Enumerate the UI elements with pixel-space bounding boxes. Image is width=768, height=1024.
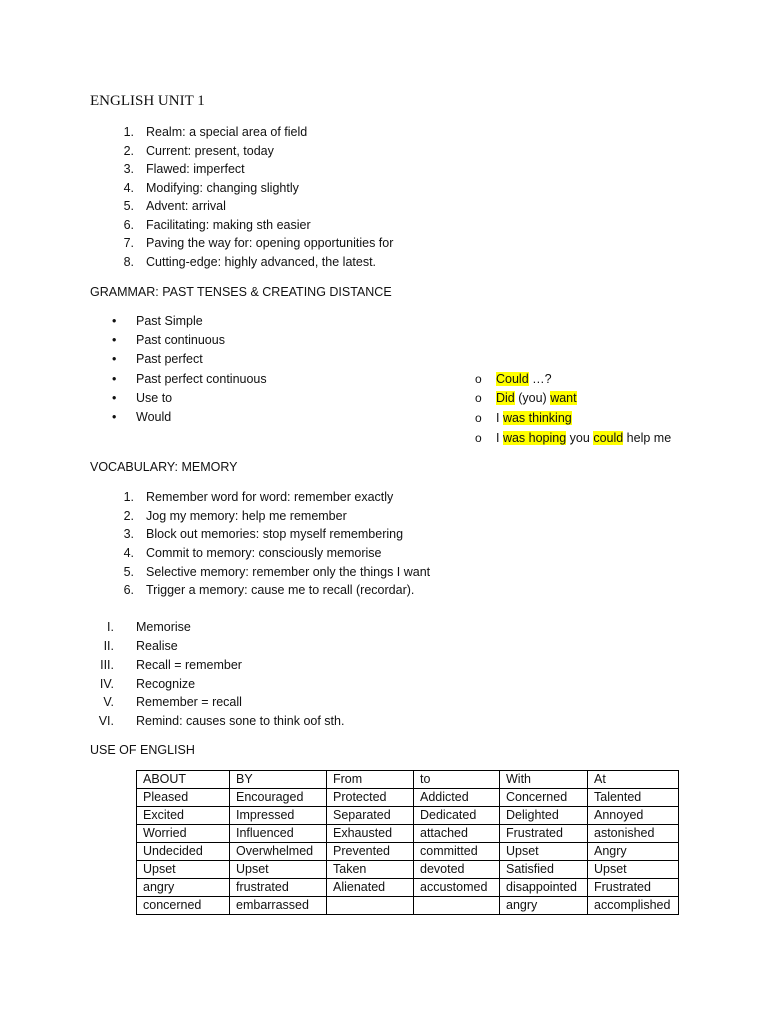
memory-heading: VOCABULARY: MEMORY (90, 460, 238, 474)
table-cell: Upset (137, 861, 230, 879)
table-cell: Talented (588, 789, 679, 807)
table-cell: devoted (414, 861, 500, 879)
table-cell: attached (414, 825, 500, 843)
table-cell (327, 897, 414, 915)
table-cell: At (588, 771, 679, 789)
table-header-row (137, 771, 679, 789)
table-cell: Protected (327, 789, 414, 807)
table-cell: accomplished (588, 897, 679, 915)
table-cell: committed (414, 843, 500, 861)
table-cell: Pleased (137, 789, 230, 807)
table-cell: Alienated (327, 879, 414, 897)
table-row (137, 879, 679, 897)
table-cell: Frustrated (500, 825, 588, 843)
table-cell: From (327, 771, 414, 789)
table-cell: Frustrated (588, 879, 679, 897)
table-row (137, 825, 679, 843)
table-row (137, 807, 679, 825)
table-cell: Upset (500, 843, 588, 861)
table-cell: ABOUT (137, 771, 230, 789)
table-row (137, 789, 679, 807)
table-cell: Excited (137, 807, 230, 825)
table-cell: With (500, 771, 588, 789)
table-cell: disappointed (500, 879, 588, 897)
table-cell: Exhausted (327, 825, 414, 843)
use-of-english-heading: USE OF ENGLISH (90, 743, 195, 757)
prepositions-table (136, 770, 679, 915)
table-cell: frustrated (230, 879, 327, 897)
table-cell: embarrassed (230, 897, 327, 915)
table-cell (414, 897, 500, 915)
grammar-heading: GRAMMAR: PAST TENSES & CREATING DISTANCE (90, 285, 392, 299)
page-title: ENGLISH UNIT 1 (90, 93, 205, 109)
table-row (137, 861, 679, 879)
table-cell: angry (500, 897, 588, 915)
table-cell: Addicted (414, 789, 500, 807)
table-cell: Undecided (137, 843, 230, 861)
table-cell: Dedicated (414, 807, 500, 825)
table-cell: angry (137, 879, 230, 897)
table-cell: Upset (588, 861, 679, 879)
table-cell: Overwhelmed (230, 843, 327, 861)
table-cell: accustomed (414, 879, 500, 897)
table-cell: astonished (588, 825, 679, 843)
table-row (137, 897, 679, 915)
table-cell: Impressed (230, 807, 327, 825)
table-cell: Delighted (500, 807, 588, 825)
table-cell: Encouraged (230, 789, 327, 807)
table-cell: Prevented (327, 843, 414, 861)
table-cell: Concerned (500, 789, 588, 807)
table-cell: concerned (137, 897, 230, 915)
table-cell: Upset (230, 861, 327, 879)
table-cell: BY (230, 771, 327, 789)
table-cell: Worried (137, 825, 230, 843)
table-cell: Separated (327, 807, 414, 825)
table-cell: Satisfied (500, 861, 588, 879)
table-cell: Annoyed (588, 807, 679, 825)
table-cell: Angry (588, 843, 679, 861)
table-cell: to (414, 771, 500, 789)
table-row (137, 843, 679, 861)
table-cell: Taken (327, 861, 414, 879)
table-cell: Influenced (230, 825, 327, 843)
